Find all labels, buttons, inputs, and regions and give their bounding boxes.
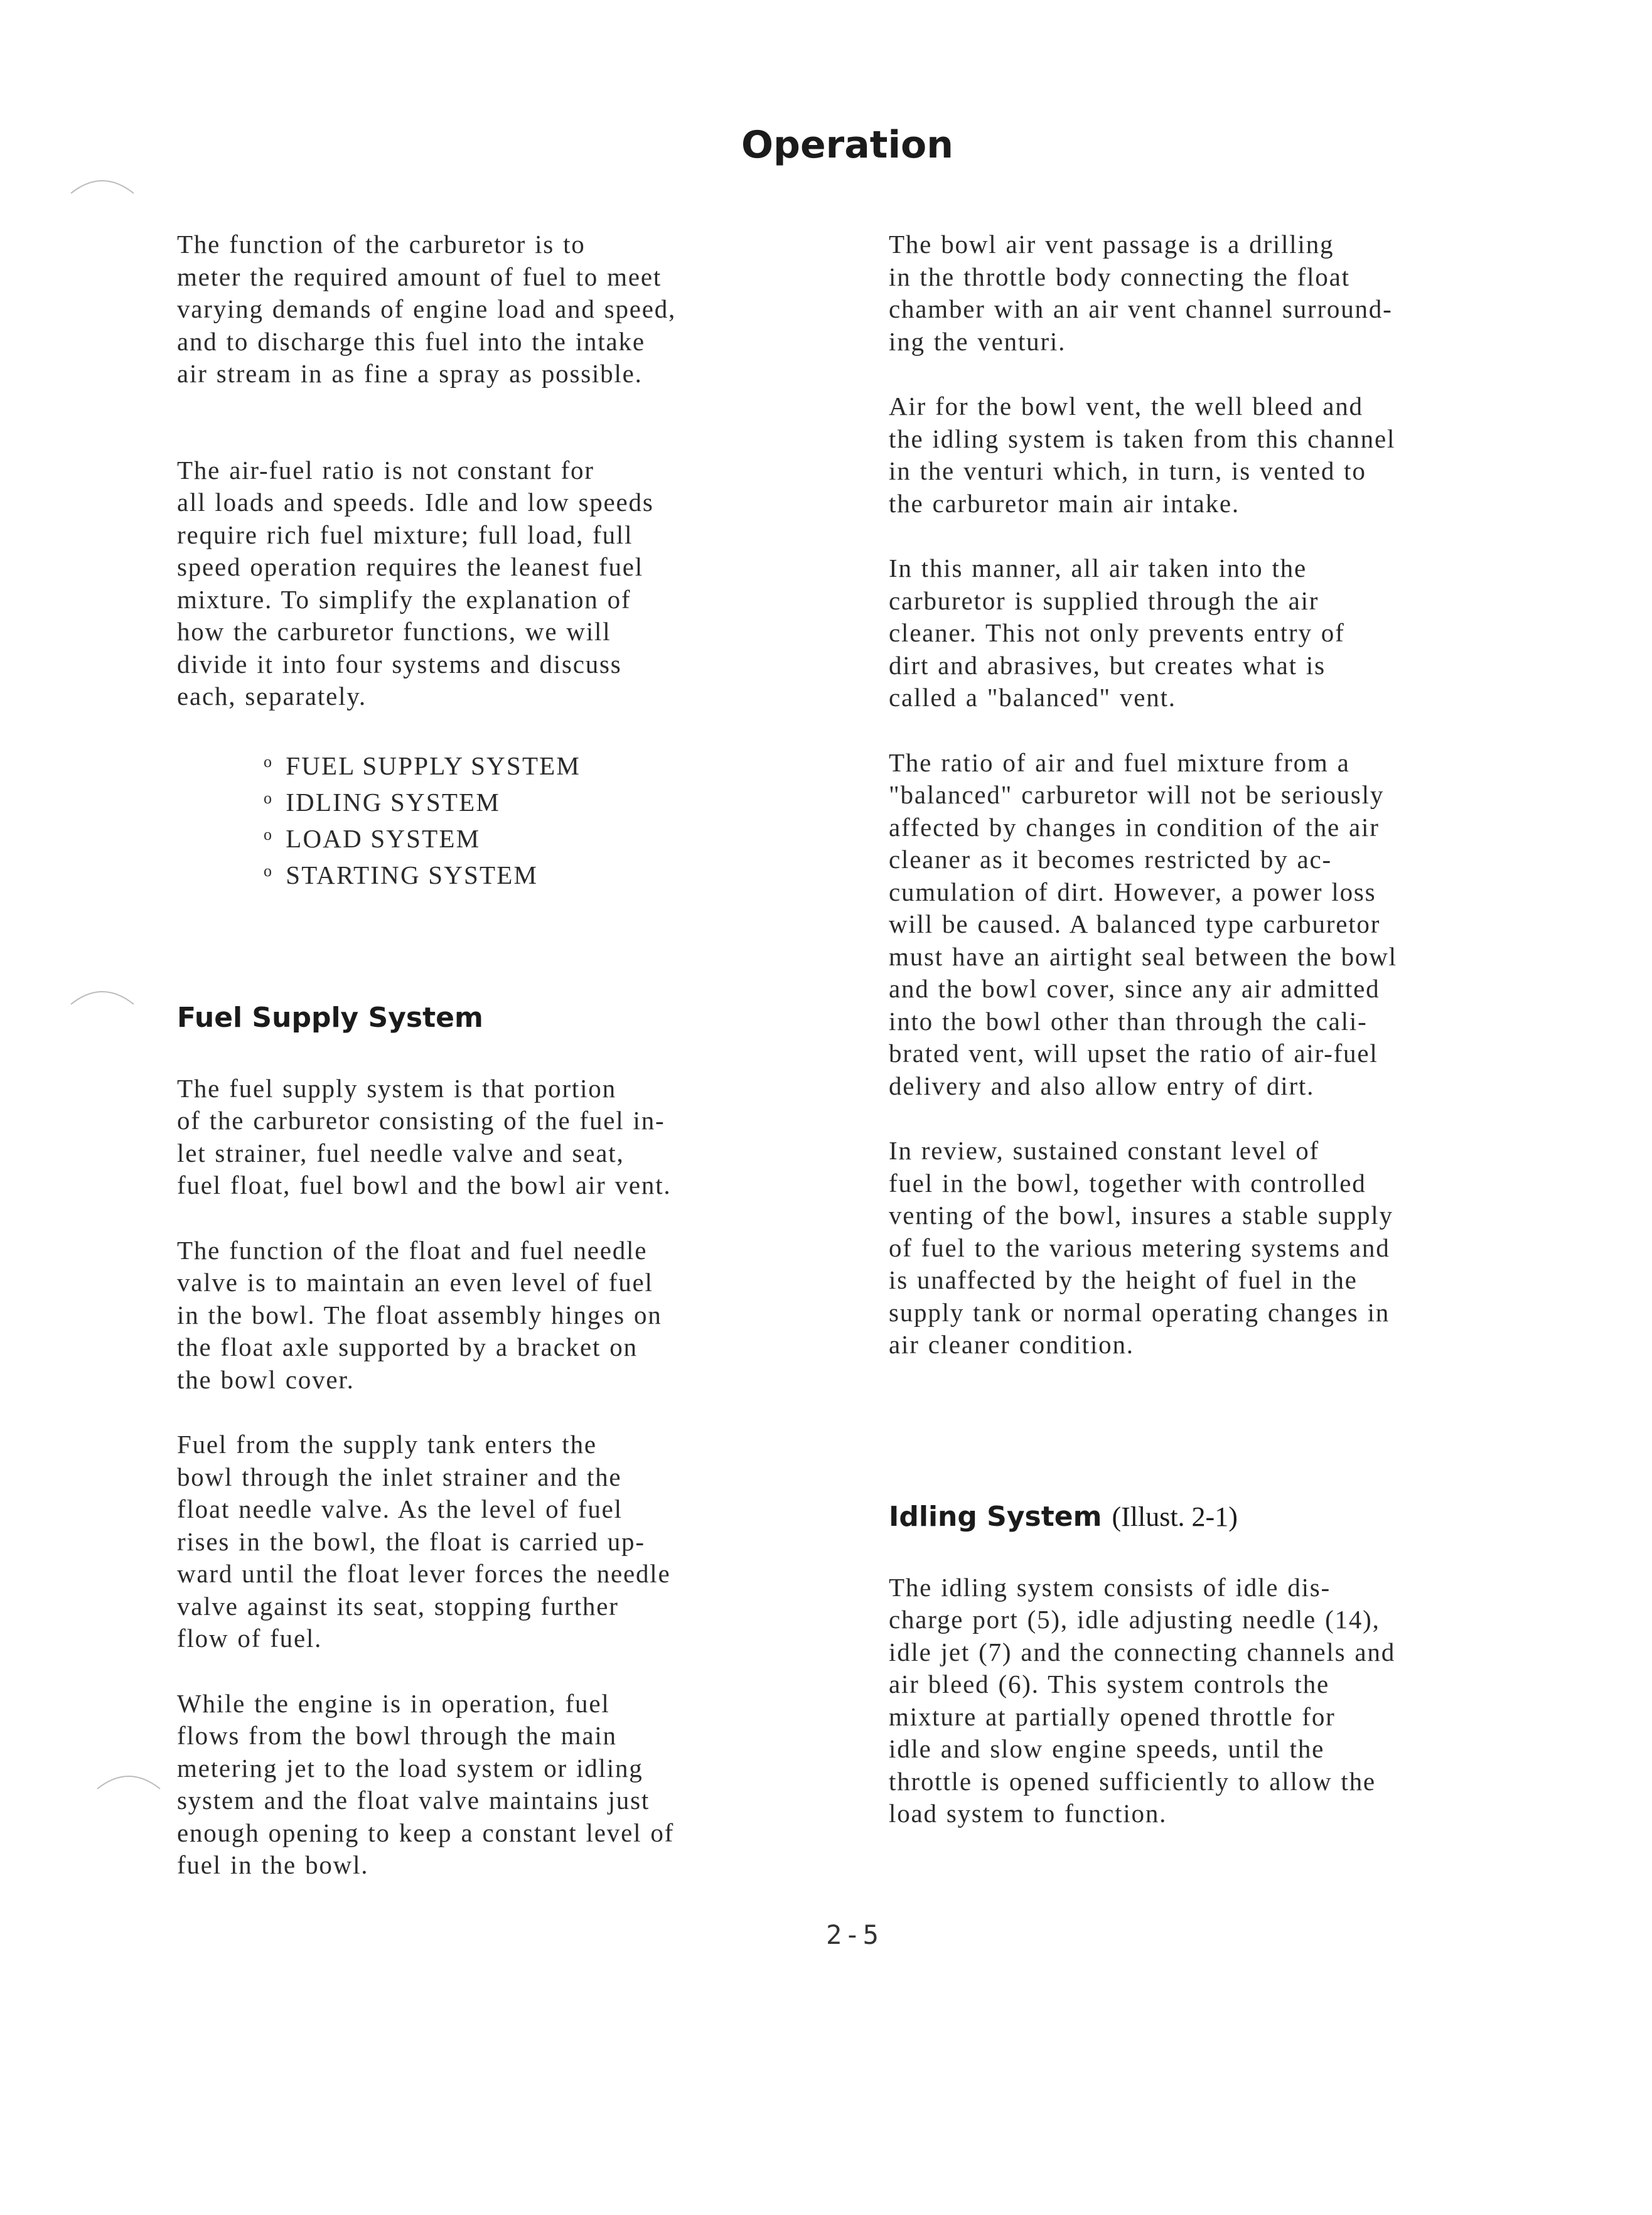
paragraph: While the engine is in operation, fuel flows from the bowl through the main metering jet to the load system or idling system and the float valve maintains just enough opening to keep a constant level of fuel in the bowl. [177, 1688, 675, 1879]
binder-hole-mark [68, 979, 137, 1023]
list-item: $^o$ LOAD SYSTEM [264, 823, 481, 853]
paragraph: The air-fuel ratio is not constant for all loads and speeds. Idle and low speeds require rich fuel mixture; full load, full speed operation requires the leanest fuel mixture. To simplify the explanation of how the carburetor functions, we will divide it into four systems and discuss each, separately. [177, 455, 654, 711]
paragraph: In this manner, all air taken into the carburetor is supplied through the air cleaner. This not only prevents entry of dirt and abrasives, but creates what is called a "balanced" vent. [889, 554, 1345, 712]
section-heading: Idling System (Illust. 2-1) [889, 1500, 1238, 1533]
left-column [177, 228, 805, 1882]
section-heading: Fuel Supply System [177, 1001, 483, 1034]
list-item: $^o$ FUEL SUPPLY SYSTEM [264, 751, 581, 780]
list-item: $^o$ IDLING SYSTEM [264, 787, 500, 817]
page-title: Operation [741, 123, 953, 167]
paragraph: The idling system consists of idle dis- charge port (5), idle adjusting needle (14), idle jet (7) and the connecting channels and air bleed (6). This system controls the mixture at partially opened throttle for idle and slow engine speeds, until the throttle is opened sufficiently to allow the load system to function. [889, 1572, 1396, 1828]
binder-hole-mark [94, 1764, 163, 1808]
degree-bullet-icon: o [264, 825, 274, 844]
paragraph: Fuel from the supply tank enters the bowl through the inlet strainer and the float needle valve. As the level of fuel rises in the bowl, the float is carried up- ward until the float lever forces the needle valve against its seat, stopping further flow of fuel. [177, 1430, 671, 1653]
paragraph: Air for the bowl vent, the well bleed and the idling system is taken from this channel in the venturi which, in turn, is vented to the carburetor main air intake. [889, 392, 1396, 518]
paragraph: The ratio of air and fuel mixture from a "balanced" carburetor will not be seriously affected by changes in condition of the air cleaner as it becomes restricted by ac- cumulation of dirt. However, a power loss will be caused. A balanced type carburetor must have an airtight seal between the bowl and the bowl cover, since any air admitted into the bowl other than through the cali- brated vent, will upset the ratio of air-fuel delivery and also allow entry of dirt. [889, 748, 1397, 1100]
paragraph: The function of the carburetor is to meter the required amount of fuel to meet varying demands of engine load and speed, and to discharge this fuel into the intake air stream in as fine a spray as possible. [177, 230, 677, 388]
degree-bullet-icon: o [264, 752, 274, 771]
page-number: 2-5 [826, 1919, 881, 1950]
paragraph: The fuel supply system is that portion of the carburetor consisting of the fuel in- let strainer, fuel needle valve and seat, fuel float, fuel bowl and the bowl air vent. [177, 1073, 672, 1199]
binder-hole-mark [68, 168, 137, 212]
systems-list [177, 746, 805, 891]
degree-bullet-icon: o [264, 861, 274, 880]
list-item: $^o$ STARTING SYSTEM [264, 860, 539, 889]
paragraph: The bowl air vent passage is a drilling in the throttle body connecting the float chamber with an air vent channel surround- ing the venturi. [889, 230, 1393, 356]
paragraph: In review, sustained constant level of fuel in the bowl, together with controlled venting of the bowl, insures a stable supply of fuel to the various metering systems and is unaffected by the height of fuel in the supply tank or normal operating changes in air cleaner condition. [889, 1136, 1393, 1359]
degree-bullet-icon: o [264, 788, 274, 807]
paragraph: The function of the float and fuel needle valve is to maintain an even level of fuel in the bowl. The float assembly hinges on the float axle supported by a bracket on the bowl cover. [177, 1235, 662, 1394]
right-column [889, 228, 1516, 1830]
illustration-reference: (Illust. 2-1) [1112, 1501, 1238, 1532]
